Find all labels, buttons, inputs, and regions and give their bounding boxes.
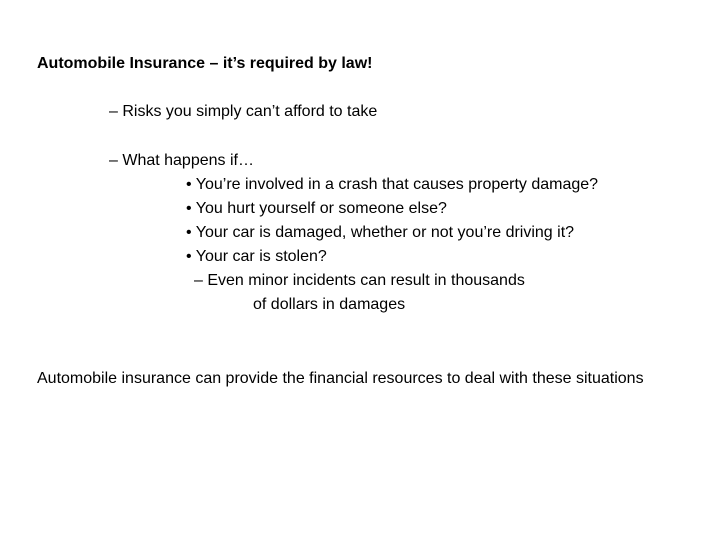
sub-point-line: – Even minor incidents can result in thousands [194,272,525,289]
closing-paragraph: Automobile insurance can provide the financial resources to deal with these situations [37,370,644,387]
bullet-item: • Your car is damaged, whether or not you’re driving it? [186,224,575,241]
what-happens-line: – What happens if… [109,152,254,169]
bullet-item: • You’re involved in a crash that causes property damage? [186,176,599,193]
bullet-item: • Your car is stolen? [186,248,327,265]
bullet-item: • You hurt yourself or someone else? [186,200,447,217]
slide-title: Automobile Insurance – it’s required by law! [37,55,373,72]
sub-point-continuation: of dollars in damages [253,296,406,313]
risks-line: – Risks you simply can’t afford to take [109,103,378,120]
